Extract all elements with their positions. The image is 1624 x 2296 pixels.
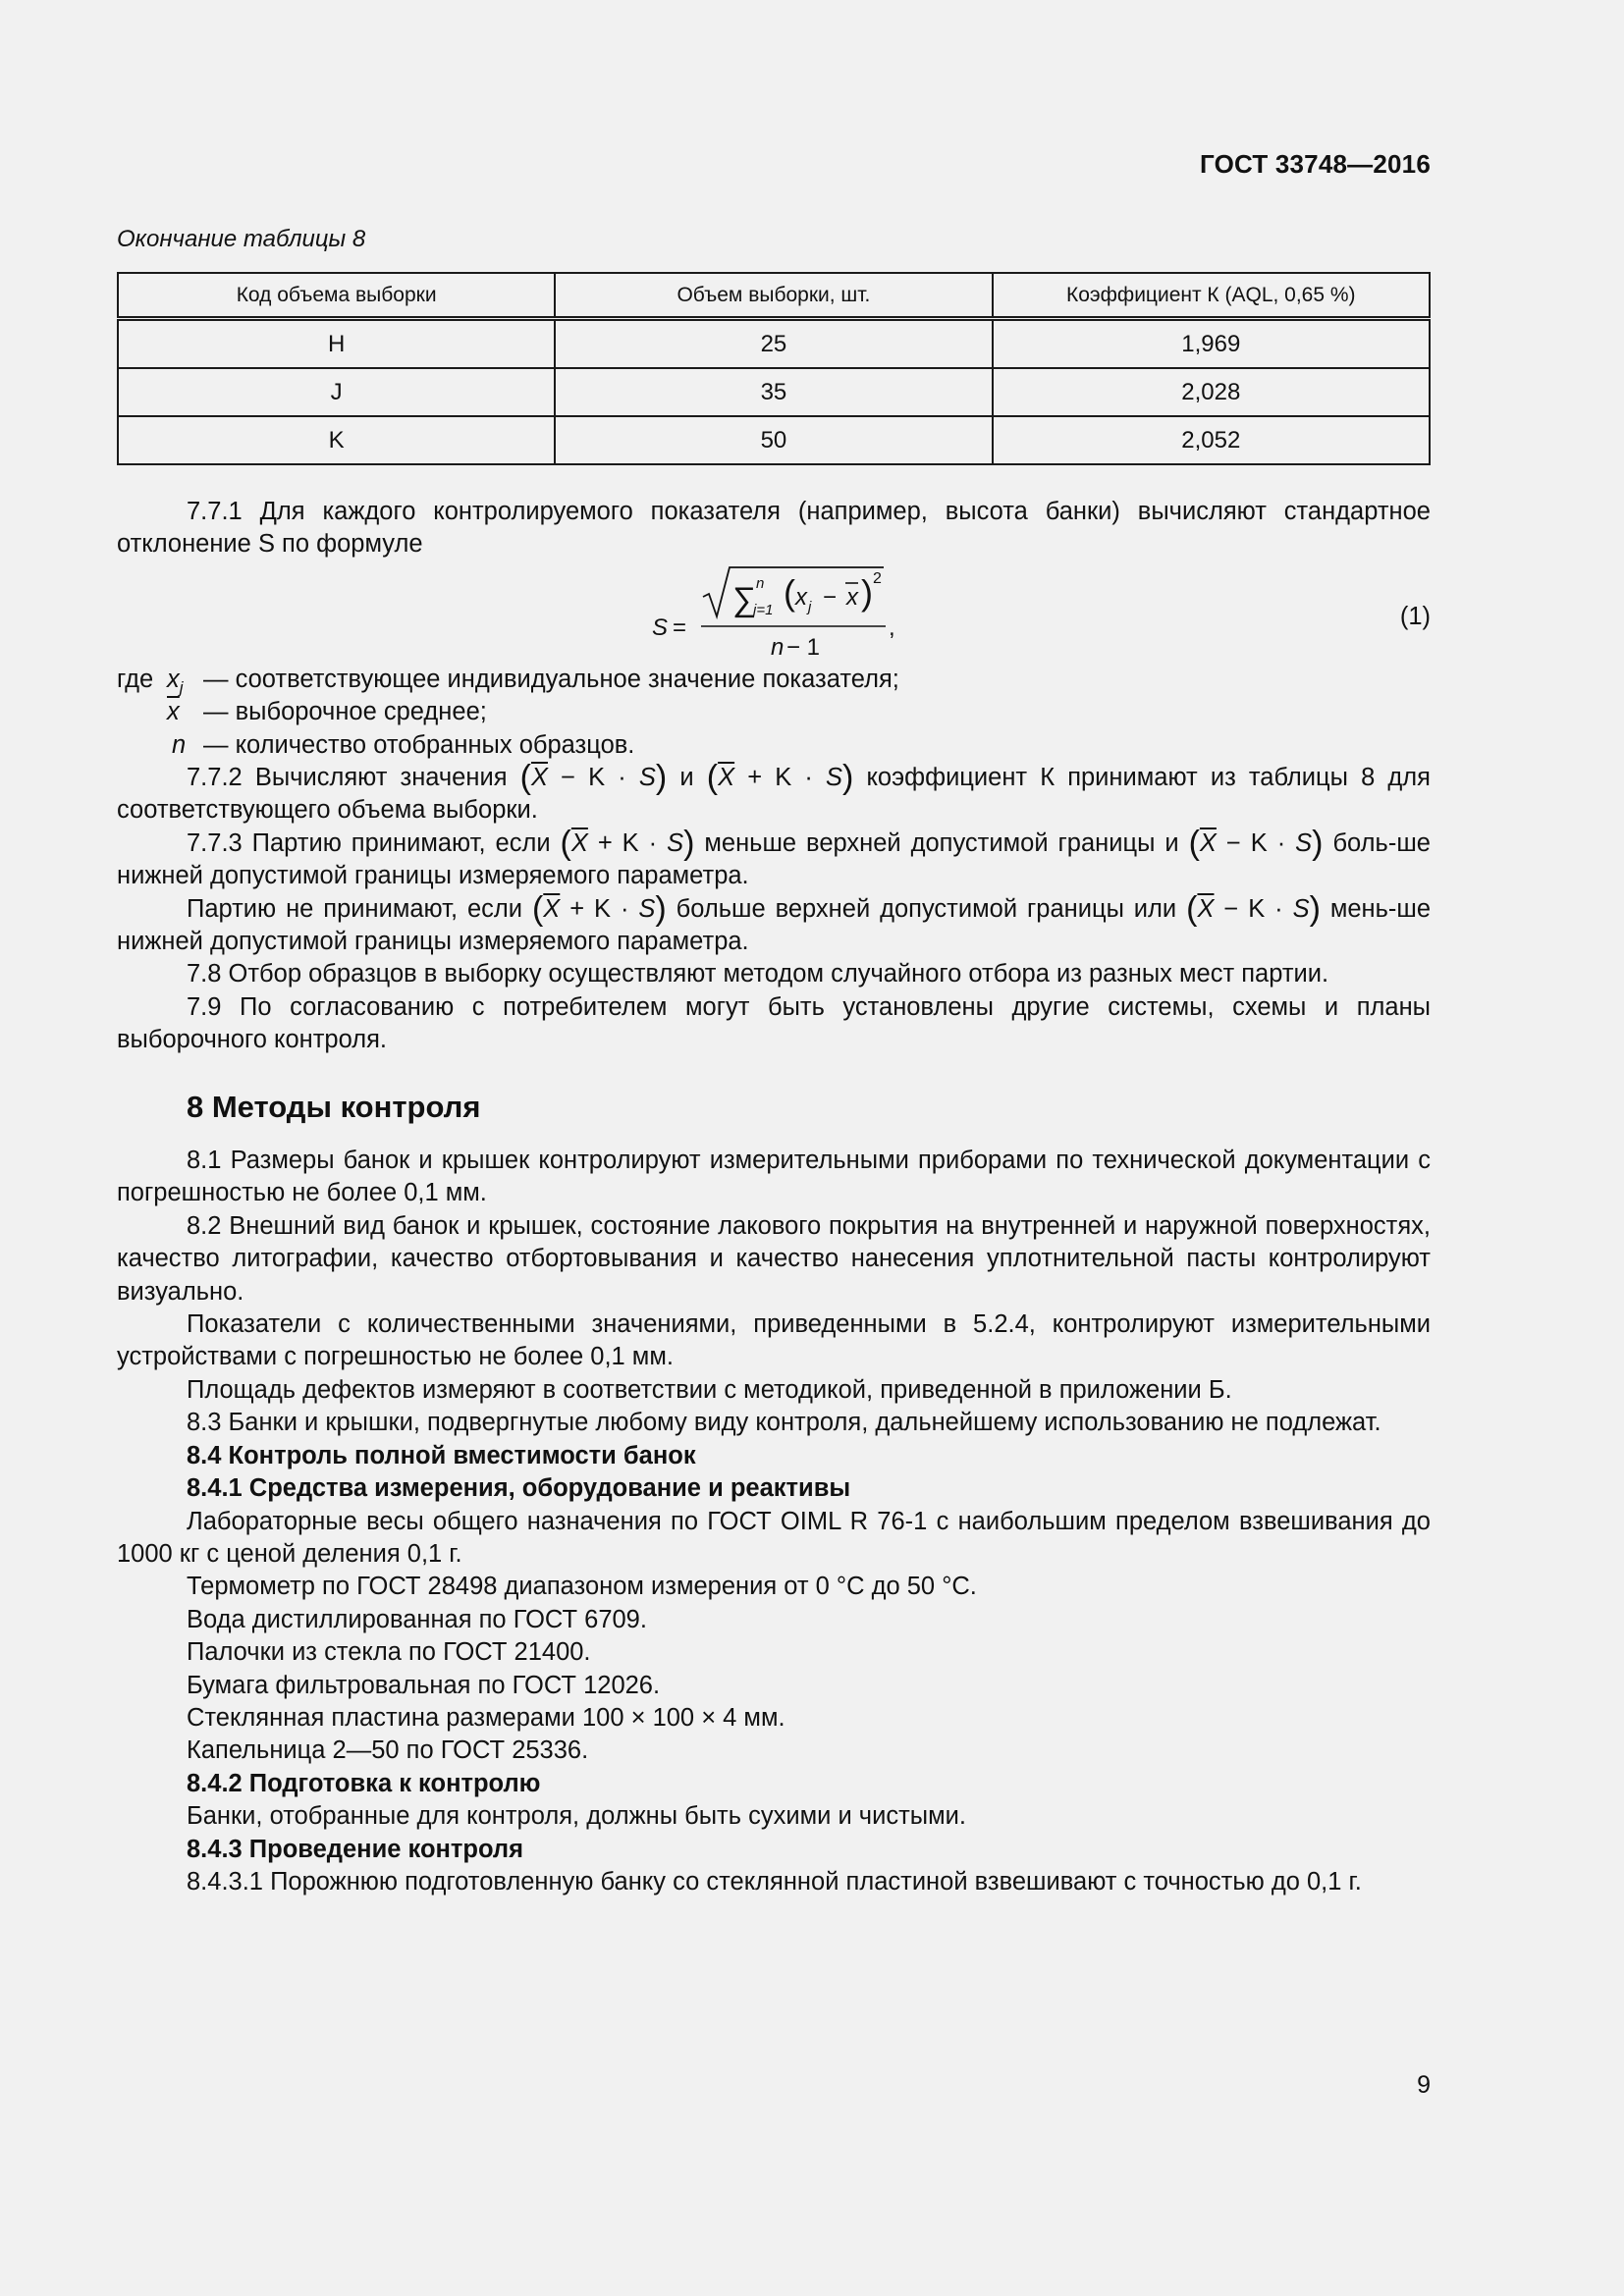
expr-x-plus-ks: $(\overline{X} + K \cdot S)$	[531, 889, 667, 928]
table-cell: 2,052	[993, 416, 1430, 464]
formula-power: 2	[873, 569, 882, 587]
denominator-n: n	[771, 633, 785, 661]
page-number: 9	[1417, 2071, 1431, 2099]
table-caption: Окончание таблицы 8	[117, 226, 366, 252]
paragraph-7-7-3: 7.7.3 Партию принимают, если $(\overline{X} + K \cdot S)$ меньше верхней допустимой границы и $(\overline{X} - K \cdot S)$ боль-ше нижней допустимой границы измеряемого параметра.	[117, 824, 1431, 890]
formula-minus: −	[823, 583, 838, 611]
legend-xbar	[117, 696, 1431, 728]
legend-text: — выборочное среднее;	[203, 698, 487, 726]
paragraph-8-2-measured: Показатели с количественными значениями, приведенными в 5.2.4, контролируют измерительными устройствами с погрешностью не более 0,1 мм.	[117, 1310, 1431, 1371]
formula-equals: =	[673, 614, 687, 641]
table-cell: 1,969	[993, 319, 1430, 369]
paren-right: )	[861, 571, 873, 613]
section-heading-8: 8 Методы контроля	[187, 1089, 481, 1124]
column-header: Код объема выборки	[118, 273, 555, 319]
list-item: Капельница 2—50 по ГОСТ 25336.	[187, 1736, 589, 1765]
table-cell: K	[118, 416, 555, 464]
list-item: Бумага фильтровальная по ГОСТ 12026.	[187, 1671, 661, 1699]
expr-x-minus-ks: $(\overline{X} - K \cdot S)$	[1188, 824, 1324, 862]
std-deviation-formula	[117, 561, 1334, 664]
expr-x-plus-ks: $(\overline{X} + K \cdot S)$	[560, 824, 695, 862]
table-cell: 2,028	[993, 368, 1430, 416]
formula-xbar: x	[846, 583, 858, 611]
paragraph-8-1: 8.1 Размеры банок и крышек контролируют измерительными приборами по технической документации с погрешностью не более 0,1 мм.	[117, 1147, 1431, 1207]
paragraph-7-9: 7.9 По согласованию с потребителем могут быть установлены другие системы, схемы и планы выборочного контроля.	[117, 992, 1431, 1054]
formula-lhs: S	[652, 614, 669, 641]
paragraph-8-4-3-1: 8.4.3.1 Порожнюю подготовленную банку со стеклянной пластиной взвешивают с точностью до 0,1 г.	[187, 1867, 1362, 1896]
table-row	[118, 319, 1430, 369]
paren-left: (	[784, 571, 795, 613]
legend-xj	[117, 664, 1431, 696]
legend-symbol-n: n	[172, 730, 187, 759]
sum-upper: n	[756, 574, 765, 592]
paragraph-8-2: 8.2 Внешний вид банок и крышек, состояние лакового покрытия на внутренней и наружной поверхностях, качество литографии, качество отбортовывания и качество нанесения уплотнительной пасты контролируют визуально.	[117, 1211, 1431, 1306]
sum-lower: j=1	[753, 601, 774, 618]
sum-sign: ∑	[732, 580, 757, 618]
subsection-heading-8-4-2: 8.4.2 Подготовка к контролю	[187, 1769, 541, 1797]
formula-x-sub: j	[808, 598, 812, 615]
list-item: Стеклянная пластина размерами 100 × 100 × 4 мм.	[187, 1703, 785, 1732]
table-cell: 35	[555, 368, 992, 416]
table-header-row	[118, 273, 1430, 319]
paragraph-8-4-2: Банки, отобранные для контроля, должны быть сухими и чистыми.	[187, 1802, 966, 1831]
table-row	[118, 416, 1430, 464]
list-item: Вода дистиллированная по ГОСТ 6709.	[187, 1605, 647, 1633]
table-cell: H	[118, 319, 555, 369]
table-cell: 25	[555, 319, 992, 369]
paragraph-7-7-1: 7.7.1 Для каждого контролируемого показателя (например, высота банки) вычисляют стандартное отклонение S по формуле	[117, 498, 1431, 559]
subsection-heading-8-4-3: 8.4.3 Проведение контроля	[187, 1835, 524, 1863]
legend-symbol-x: $x_j$	[167, 665, 184, 697]
formula-x: x	[795, 583, 807, 611]
table-cell: 50	[555, 416, 992, 464]
subsection-heading-8-4-1: 8.4.1 Средства измерения, оборудование и реактивы	[187, 1474, 851, 1503]
expr-x-plus-ks: $(\overline{X} + K \cdot S)$	[706, 758, 854, 796]
column-header: Коэффициент К (AQL, 0,65 %)	[993, 273, 1430, 319]
paragraph-7-8: 7.8 Отбор образцов в выборку осуществляют методом случайного отбора из разных мест партии.	[187, 960, 1329, 988]
sample-size-table	[117, 272, 1431, 465]
paragraph-8-2-defects: Площадь дефектов измеряют в соответствии с методикой, приведенной в приложении Б.	[187, 1375, 1232, 1404]
legend-where-word: где	[117, 665, 154, 693]
standard-id: ГОСТ 33748—2016	[1200, 149, 1431, 179]
paragraph-7-7-2: 7.7.2 Вычисляют значения $(\overline{X} - K \cdot S)$ и $(\overline{X} + K \cdot S)$ коэффициент К принимают из таблицы 8 для соответствующего объема выборки.	[117, 758, 1431, 825]
formula-comma: ,	[889, 614, 895, 641]
list-item: Палочки из стекла по ГОСТ 21400.	[187, 1638, 591, 1667]
list-item: Лабораторные весы общего назначения по ГОСТ OIML R 76-1 с наибольшим пределом взвешивания до 1000 кг с ценой деления 0,1 г.	[117, 1507, 1431, 1568]
subsection-heading-8-4: 8.4 Контроль полной вместимости банок	[187, 1441, 696, 1469]
table-cell: J	[118, 368, 555, 416]
table-row	[118, 368, 1430, 416]
legend-n	[117, 729, 1431, 762]
paragraph-7-7-3-reject: Партию не принимают, если $(\overline{X} + K \cdot S)$ больше верхней допустимой границы или $(\overline{X} - K \cdot S)$ мень-ше нижней допустимой границы измеряемого параметра.	[117, 889, 1432, 956]
body-text	[117, 496, 1431, 1898]
formula-1	[117, 561, 1431, 664]
formula-number: (1)	[1399, 602, 1431, 630]
expr-x-minus-ks: $(\overline{X} - K \cdot S)$	[519, 758, 668, 796]
formula-legend	[117, 664, 1431, 762]
paragraph-8-3: 8.3 Банки и крышки, подвергнутые любому виду контроля, дальнейшему использованию не подлежат.	[187, 1409, 1381, 1437]
denominator-rest: − 1	[786, 633, 821, 661]
column-header: Объем выборки, шт.	[555, 273, 992, 319]
list-item: Термометр по ГОСТ 28498 диапазоном измерения от 0 °С до 50 °С.	[187, 1573, 977, 1601]
expr-x-minus-ks: $(\overline{X} - K \cdot S)$	[1186, 889, 1321, 928]
legend-text: — соответствующее индивидуальное значение показателя;	[203, 665, 899, 693]
legend-symbol-xbar: $\overline{x}$	[167, 698, 180, 726]
legend-text: — количество отобранных образцов.	[203, 730, 635, 759]
